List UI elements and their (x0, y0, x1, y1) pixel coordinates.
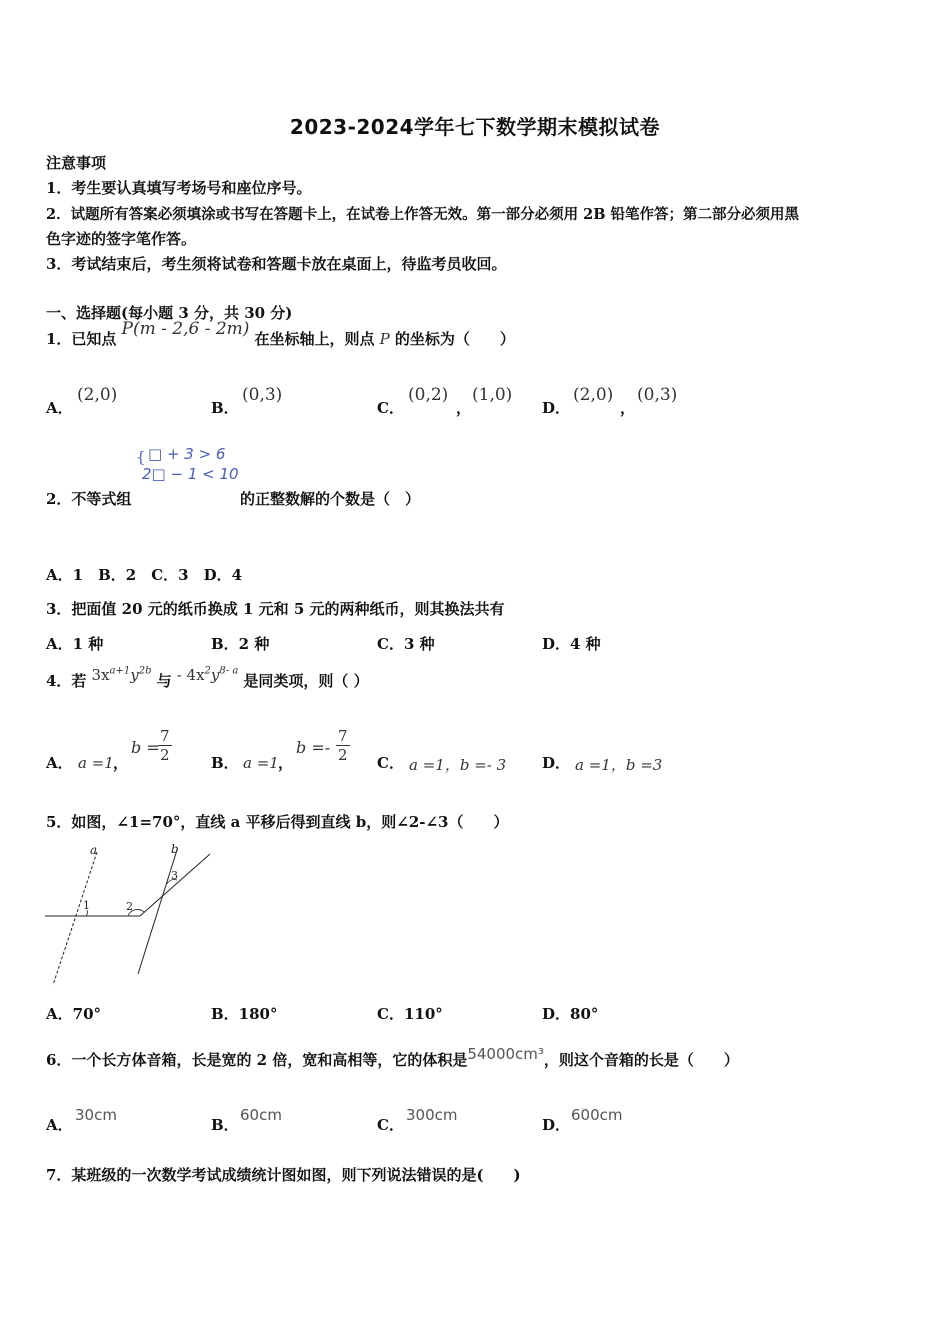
q4-a-denominator: 2 (160, 746, 170, 764)
q4-label-c: C． (377, 754, 404, 772)
q5-option-b: B．180° (211, 1005, 278, 1023)
q1-label-c: C． (377, 399, 404, 417)
q3-text: 3．把面值 20 元的纸币换成 1 元和 5 元的两种纸币，则其换法共有 (46, 600, 505, 618)
notice-line-1: 1．考生要认真填写考场号和座位序号。 (46, 179, 312, 197)
q4-option-b-frac (336, 727, 350, 764)
q5-line-a (53, 852, 97, 985)
q4-term2-y: y (210, 666, 220, 684)
q4-option-a-frac (158, 727, 172, 764)
q4-label-d: D． (542, 754, 571, 772)
q4-text: 是同类项，则（ ） (243, 672, 369, 690)
q1-label-d: D． (542, 399, 571, 417)
q6-option-b: 60cm (240, 1106, 282, 1124)
q5-text: 5．如图，∠1=70°，直线 a 平移后得到直线 b，则∠2-∠3（ ） (46, 813, 509, 831)
q4-number: 4．若 (46, 672, 87, 690)
q6-text-tail: ，则这个音箱的长是（ ） (543, 1051, 739, 1069)
q4-term2-sup: 2 (204, 665, 211, 677)
q1-option-d2: (0,3) (637, 385, 678, 405)
q6-option-c: 300cm (406, 1106, 458, 1124)
q1-option-c2: (1,0) (472, 385, 513, 405)
q2-brace: { (136, 448, 146, 466)
q4-term1-sup: a+1 (109, 665, 131, 677)
notice-line-2b: 色字迹的签字笔作答。 (46, 230, 197, 248)
q5-label-a: a (90, 843, 98, 857)
q6-label-a: A． (46, 1116, 73, 1134)
q5-transversal-diagonal (140, 854, 210, 916)
q4-term2: - 4x (176, 666, 205, 684)
q4-term2-ysup: 8- a (219, 665, 239, 677)
q4-b-denominator: 2 (338, 746, 348, 764)
q1-option-a: (2,0) (77, 385, 118, 405)
q4-option-a-1: a =1 (78, 754, 114, 772)
q5-option-d: D．80° (542, 1005, 599, 1023)
page-title: 2023-2024学年七下数学期末模拟试卷 (289, 115, 661, 139)
q4-comma-b: ， (278, 754, 294, 772)
q6-option-a: 30cm (75, 1106, 117, 1124)
q4-label-b: B． (211, 754, 239, 772)
notice-heading: 注意事项 (46, 154, 107, 172)
q1-text-2: 的坐标为（ ） (394, 330, 515, 348)
q4-term1-y: y (130, 666, 139, 684)
question-6 (46, 1045, 739, 1070)
q4-option-b-2: b =- (296, 738, 331, 757)
q4-a-numerator: 7 (160, 727, 170, 745)
q4-b-numerator: 7 (338, 727, 348, 745)
q2-system-line-1: □ + 3 > 6 (148, 445, 226, 463)
q1-text: 在坐标轴上，则点 (254, 330, 375, 348)
q4-option-d: a =1，b =3 (575, 756, 663, 774)
q6-text: 6．一个长方体音箱，长是宽的 2 倍，宽和高相等，它的体积是 (46, 1051, 468, 1069)
q4-option-b-1: a =1 (243, 754, 279, 772)
q3-option-c: C．3 种 (377, 635, 435, 653)
q1-comma-c: ， (456, 399, 472, 417)
q3-option-d: D．4 种 (542, 635, 601, 653)
question-4 (46, 665, 369, 691)
q4-with: 与 (156, 672, 172, 690)
q3-option-a: A．1 种 (46, 635, 104, 653)
q7-text: 7．某班级的一次数学考试成绩统计图如图，则下列说法错误的是( ) (46, 1166, 521, 1184)
q1-point-expr: P(m - 2,6 - 2m) (121, 319, 250, 339)
q5-label-b: b (171, 842, 179, 856)
q5-option-c: C．110° (377, 1005, 443, 1023)
q5-label-2: 2 (126, 900, 133, 913)
q2-text: 2．不等式组 (46, 490, 132, 508)
q6-option-d: 600cm (571, 1106, 623, 1124)
q1-option-c1: (0,2) (408, 385, 449, 405)
q4-term1: 3x (91, 666, 110, 684)
question-1 (46, 319, 515, 349)
q1-option-b: (0,3) (242, 385, 283, 405)
q1-option-d1: (2,0) (573, 385, 614, 405)
q2-options: A．1 B．2 C．3 D．4 (46, 566, 243, 584)
q4-option-a-2: b = (131, 738, 160, 757)
q4-option-c: a =1，b =- 3 (409, 756, 507, 774)
section-heading: 一、选择题(每小题 3 分，共 30 分) (46, 304, 293, 322)
q4-comma-a: ， (113, 754, 129, 772)
q1-number: 1．已知点 (46, 330, 117, 348)
q5-figure (40, 840, 220, 990)
q6-volume: 54000cm³ (467, 1045, 544, 1063)
q1-p: P (379, 330, 390, 348)
q6-label-c: C． (377, 1116, 404, 1134)
notice-line-3: 3．考试结束后，考生须将试卷和答题卡放在桌面上，待监考员收回。 (46, 255, 507, 273)
q4-term1-ysup: 2b (138, 665, 152, 677)
q6-label-b: B． (211, 1116, 239, 1134)
q2-system-line-2: 2□ − 1 < 10 (142, 465, 239, 483)
q5-label-3: 3 (171, 869, 178, 882)
q4-label-a: A． (46, 754, 73, 772)
q1-comma-d: ， (620, 399, 636, 417)
q1-label-a: A． (46, 399, 73, 417)
q3-option-b: B．2 种 (211, 635, 270, 653)
q1-label-b: B． (211, 399, 239, 417)
q2-text-tail: 的正整数解的个数是（ ） (240, 490, 421, 508)
q5-label-1: 1 (83, 899, 90, 912)
q5-option-a: A．70° (46, 1005, 102, 1023)
notice-line-2: 2．试题所有答案必须填涂或书写在答题卡上，在试卷上作答无效。第一部分必须用 2B 铅笔作答；第二部分必须用黑 (46, 206, 800, 223)
q6-label-d: D． (542, 1116, 571, 1134)
